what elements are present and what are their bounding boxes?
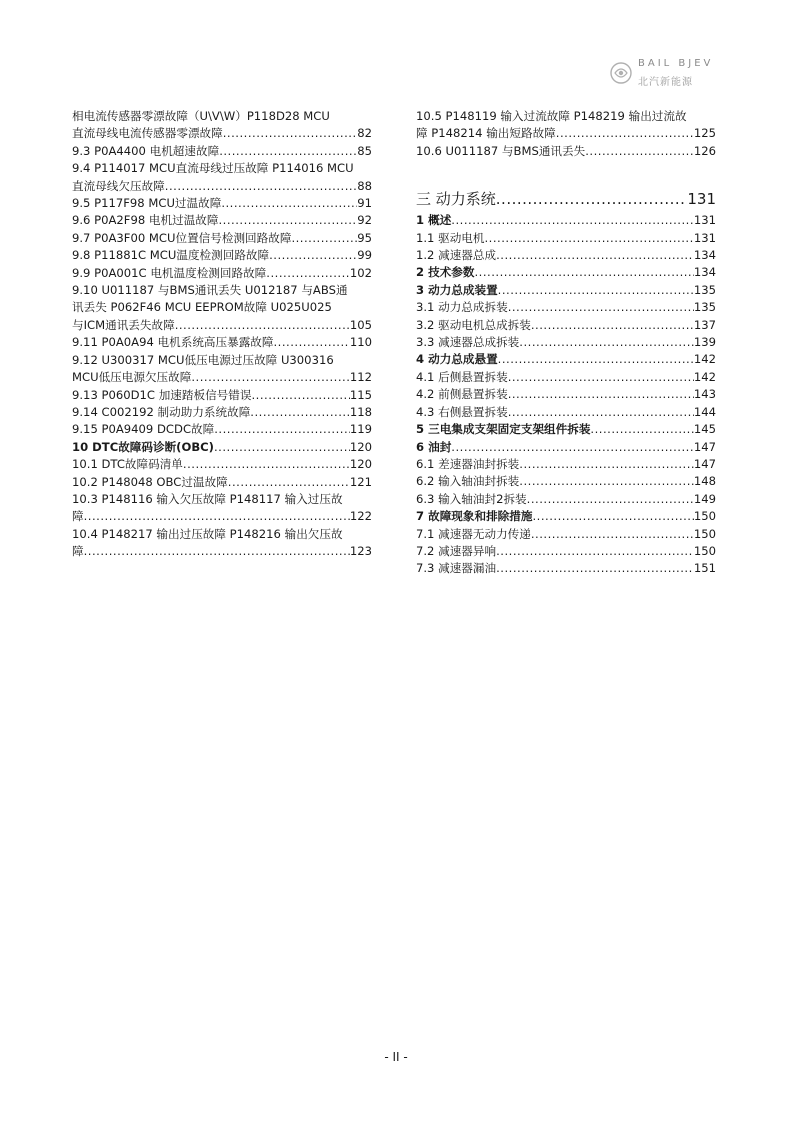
toc-entry[interactable] — [72, 526, 372, 543]
toc-dot-leader — [221, 195, 357, 212]
toc-entry-page: 110 — [349, 335, 372, 350]
toc-entry-page: 119 — [349, 422, 372, 437]
toc-entry-page: 105 — [349, 317, 372, 332]
toc-entry-title: 9.13 P060D1C 加速踏板信号错误 — [72, 387, 252, 402]
toc-dot-leader — [219, 143, 357, 160]
toc-entry[interactable] — [72, 439, 372, 456]
toc-entry[interactable] — [72, 125, 372, 142]
brand-mark-icon — [608, 60, 634, 86]
toc-entry-page: 144 — [693, 404, 716, 419]
toc-entry[interactable] — [72, 369, 372, 386]
toc-entry-title: 障 — [72, 509, 84, 524]
toc-dot-leader — [519, 473, 694, 490]
toc-entry-title: 障 — [72, 544, 84, 559]
toc-entry-title: 10.6 U011187 与BMS通讯丢失 — [416, 143, 586, 158]
toc-right-column — [416, 108, 716, 578]
toc-dot-leader — [251, 387, 349, 404]
toc-entry[interactable] — [416, 421, 716, 438]
toc-entry-title: 直流母线欠压故障 — [72, 178, 165, 193]
toc-dot-leader — [498, 351, 694, 368]
toc-entry-title: 1 概述 — [416, 213, 452, 228]
toc-dot-leader — [519, 456, 694, 473]
toc-entry-title: 9.11 P0A0A94 电机系统高压暴露故障 — [72, 335, 274, 350]
toc-entry-title: 直流母线电流传感器零漂故障 — [72, 126, 223, 141]
toc-entry[interactable] — [72, 247, 372, 264]
toc-entry[interactable] — [72, 160, 372, 177]
toc-entry-page: 82 — [357, 126, 372, 141]
toc-entry-title: 10.1 DTC故障码清单 — [72, 457, 183, 472]
toc-entry-title: 1.1 驱动电机 — [416, 230, 485, 245]
toc-entry-title: 9.3 P0A4400 电机超速故障 — [72, 143, 220, 158]
toc-entry-title: 7.2 减速器异响 — [416, 543, 497, 558]
toc-entry[interactable] — [72, 317, 372, 334]
toc-entry-title: 9.9 P0A001C 电机温度检测回路故障 — [72, 265, 267, 280]
toc-entry-title: MCU低压电源欠压故障 — [72, 370, 192, 385]
toc-entry-title: 6.3 输入轴油封2拆装 — [416, 491, 527, 506]
toc-entry-title: 7.3 减速器漏油 — [416, 561, 497, 576]
toc-entry-title: 4.1 后侧悬置拆装 — [416, 369, 508, 384]
toc-dot-leader — [531, 317, 694, 334]
toc-entry[interactable] — [72, 178, 372, 195]
toc-entry-page: 147 — [693, 439, 716, 454]
toc-left-column — [72, 108, 372, 561]
toc-entry-title: 障 P148214 输出短路故障 — [416, 126, 556, 141]
toc-dot-leader — [508, 404, 694, 421]
toc-entry[interactable] — [416, 212, 716, 229]
toc-entry[interactable] — [72, 387, 372, 404]
toc-entry-title: 9.4 P114017 MCU直流母线过压故障 P114016 MCU — [72, 161, 354, 176]
toc-entry[interactable] — [416, 543, 716, 560]
toc-entry-title: 3.2 驱动电机总成拆装 — [416, 317, 531, 332]
toc-entry[interactable] — [72, 282, 372, 299]
toc-entry[interactable] — [72, 404, 372, 421]
toc-entry-title: 相电流传感器零漂故障（U\V\W）P118D28 MCU — [72, 109, 330, 123]
toc-entry-page: 131 — [693, 230, 716, 245]
toc-entry[interactable] — [416, 125, 716, 142]
page-number: - II - — [384, 1050, 408, 1064]
toc-entry[interactable] — [416, 456, 716, 473]
toc-dot-leader — [218, 212, 357, 229]
toc-dot-leader — [175, 317, 350, 334]
toc-entry-title: 7.1 减速器无动力传递 — [416, 526, 531, 541]
toc-entry[interactable] — [72, 143, 372, 160]
toc-dot-leader — [496, 560, 694, 577]
toc-dot-leader — [451, 212, 694, 229]
toc-entry-page: 85 — [357, 143, 372, 158]
toc-dot-leader — [84, 508, 350, 525]
toc-entry[interactable] — [416, 491, 716, 508]
toc-entry-page: 88 — [357, 178, 372, 193]
toc-entry[interactable] — [416, 404, 716, 421]
toc-dot-leader — [508, 386, 694, 403]
toc-entry[interactable] — [416, 351, 716, 368]
toc-entry-page: 147 — [693, 456, 716, 471]
toc-entry-title: 6 油封 — [416, 439, 452, 454]
toc-entry-page: 134 — [693, 248, 716, 263]
toc-right-bottom — [416, 212, 716, 578]
toc-entry-title: 10.4 P148217 输出过压故障 P148216 输出欠压故 — [72, 526, 343, 541]
toc-entry-page: 126 — [693, 143, 716, 158]
toc-entry-title: 10.2 P148048 OBC过温故障 — [72, 474, 228, 489]
toc-entry[interactable] — [72, 299, 372, 316]
toc-entry-page: 150 — [693, 509, 716, 524]
toc-entry-title: 6.1 差速器油封拆装 — [416, 456, 520, 471]
toc-entry[interactable] — [416, 282, 716, 299]
toc-entry[interactable] — [416, 264, 716, 281]
toc-entry-page: 121 — [349, 474, 372, 489]
toc-dot-leader — [451, 439, 694, 456]
toc-entry-title: 4.3 右侧悬置拆装 — [416, 404, 508, 419]
toc-dot-leader — [214, 421, 350, 438]
toc-entry[interactable] — [72, 195, 372, 212]
toc-entry-title: 4.2 前侧悬置拆装 — [416, 387, 508, 402]
toc-entry-title: 7 故障现象和排除措施 — [416, 509, 533, 524]
toc-entry-title: 10.5 P148119 输入过流故障 P148219 输出过流故 — [416, 109, 687, 123]
toc-entry-page: 92 — [357, 213, 372, 228]
toc-entry-page: 150 — [693, 526, 716, 541]
toc-entry[interactable] — [72, 456, 372, 473]
toc-dot-leader — [266, 265, 350, 282]
toc-entry[interactable] — [72, 108, 372, 125]
toc-entry-page: 95 — [357, 230, 372, 245]
toc-entry[interactable] — [416, 439, 716, 456]
toc-dot-leader — [519, 334, 694, 351]
toc-dot-leader — [485, 230, 694, 247]
toc-entry[interactable] — [72, 230, 372, 247]
toc-entry-title: 9.8 P11881C MCU温度检测回路故障 — [72, 248, 270, 263]
toc-entry[interactable] — [416, 299, 716, 316]
toc-entry-page: 142 — [693, 369, 716, 384]
toc-entry[interactable] — [416, 508, 716, 525]
toc-dot-leader — [84, 543, 350, 560]
toc-entry[interactable] — [416, 369, 716, 386]
toc-entry-page: 125 — [693, 126, 716, 141]
toc-dot-leader — [585, 143, 694, 160]
toc-dot-leader — [269, 247, 357, 264]
toc-entry[interactable] — [416, 386, 716, 403]
toc-entry-title: 6.2 输入轴油封拆装 — [416, 474, 520, 489]
toc-dot-leader — [531, 526, 694, 543]
toc-entry[interactable] — [72, 543, 372, 560]
toc-entry[interactable] — [416, 143, 716, 160]
toc-entry-page: 123 — [349, 544, 372, 559]
toc-dot-leader — [223, 125, 358, 142]
toc-entry-page: 102 — [349, 265, 372, 280]
toc-dot-leader — [291, 230, 357, 247]
toc-entry-page: 148 — [693, 474, 716, 489]
toc-entry-page: 131 — [693, 213, 716, 228]
toc-entry[interactable] — [72, 508, 372, 525]
toc-entry-title: 3 动力总成装置 — [416, 282, 498, 297]
toc-entry-title: 3.3 减速器总成拆装 — [416, 335, 520, 350]
toc-entry[interactable] — [72, 474, 372, 491]
toc-entry-page: 150 — [693, 543, 716, 558]
toc-entry[interactable] — [72, 491, 372, 508]
toc-entry[interactable] — [416, 473, 716, 490]
toc-entry[interactable] — [72, 421, 372, 438]
toc-dot-leader — [183, 456, 350, 473]
toc-entry[interactable] — [416, 526, 716, 543]
toc-entry-page: 139 — [693, 335, 716, 350]
toc-entry-page: 118 — [349, 404, 372, 419]
toc-entry-page: 120 — [349, 457, 372, 472]
toc-entry-title: 讯丢失 P062F46 MCU EEPROM故障 U025U025 — [72, 300, 332, 315]
toc-entry-title: 10.3 P148116 输入欠压故障 P148117 输入过压故 — [72, 491, 343, 506]
toc-dot-leader — [496, 247, 694, 264]
toc-entry-page: 135 — [693, 282, 716, 297]
toc-entry[interactable] — [416, 230, 716, 247]
toc-entry-title: 与ICM通讯丢失故障 — [72, 317, 175, 332]
toc-entry-page: 137 — [693, 317, 716, 332]
toc-entry[interactable] — [416, 247, 716, 264]
toc-entry[interactable] — [416, 560, 716, 577]
toc-entry-title: 9.15 P0A9409 DCDC故障 — [72, 422, 215, 437]
toc-dot-leader — [527, 491, 694, 508]
toc-entry-title: 4 动力总成悬置 — [416, 352, 498, 367]
toc-dot-leader — [508, 299, 694, 316]
toc-chapter-entry[interactable] — [416, 188, 716, 210]
toc-right-top — [416, 108, 716, 160]
toc-entry-title: 10 DTC故障码诊断(OBC) — [72, 439, 214, 454]
toc-dot-leader — [590, 421, 693, 438]
toc-dot-leader — [474, 264, 693, 281]
toc-entry-title: 9.10 U011187 与BMS通讯丢失 U012187 与ABS通 — [72, 283, 348, 298]
toc-entry-title: 9.6 P0A2F98 电机过温故障 — [72, 213, 219, 228]
toc-entry[interactable] — [72, 265, 372, 282]
toc-entry-page: 91 — [357, 196, 372, 211]
toc-entry-page: 151 — [693, 561, 716, 576]
toc-entry[interactable] — [72, 212, 372, 229]
toc-entry-page: 149 — [693, 491, 716, 506]
toc-entry-page: 135 — [693, 300, 716, 315]
toc-entry[interactable] — [416, 317, 716, 334]
toc-entry[interactable] — [416, 334, 716, 351]
toc-entry-title: 2 技术参数 — [416, 265, 475, 280]
toc-dot-leader — [508, 369, 694, 386]
toc-chapter-title: 三 动力系统 — [416, 190, 496, 209]
brand-logo — [604, 56, 754, 90]
toc-dot-leader — [532, 508, 693, 525]
toc-dot-leader — [228, 474, 350, 491]
toc-entry-page: 134 — [693, 265, 716, 280]
toc-entry-title: 1.2 减速器总成 — [416, 248, 497, 263]
brand-name-en: BAIL BJEV — [638, 58, 714, 69]
toc-dot-leader — [556, 125, 694, 142]
toc-dot-leader — [191, 369, 350, 386]
toc-dot-leader — [496, 188, 688, 210]
toc-entry[interactable] — [72, 352, 372, 369]
toc-entry-page: 145 — [693, 422, 716, 437]
toc-entry-page: 122 — [349, 509, 372, 524]
toc-dot-leader — [250, 404, 350, 421]
toc-entry-title: 9.14 C002192 制动助力系统故障 — [72, 404, 251, 419]
toc-dot-leader — [273, 334, 349, 351]
toc-entry-page: 143 — [693, 387, 716, 402]
toc-dot-leader — [496, 543, 694, 560]
toc-dot-leader — [498, 282, 694, 299]
toc-entry-title: 9.7 P0A3F00 MCU位置信号检测回路故障 — [72, 230, 292, 245]
toc-entry-page: 142 — [693, 352, 716, 367]
toc-entry[interactable] — [72, 334, 372, 351]
toc-entry-page: 115 — [349, 387, 372, 402]
toc-entry[interactable] — [416, 108, 716, 125]
toc-entry-title: 9.5 P117F98 MCU过温故障 — [72, 196, 222, 211]
toc-entry-title: 9.12 U300317 MCU低压电源过压故障 U300316 — [72, 352, 334, 367]
toc-chapter-page: 131 — [687, 190, 716, 209]
toc-entry-title: 3.1 动力总成拆装 — [416, 300, 508, 315]
toc-dot-leader — [165, 178, 357, 195]
toc-entry-page: 99 — [357, 248, 372, 263]
toc-entry-title: 5 三电集成支架固定支架组件拆装 — [416, 422, 591, 437]
toc-entry-page: 112 — [349, 370, 372, 385]
brand-name-cn: 北汽新能源 — [638, 77, 693, 88]
toc-dot-leader — [214, 439, 350, 456]
toc-entry-page: 120 — [349, 439, 372, 454]
